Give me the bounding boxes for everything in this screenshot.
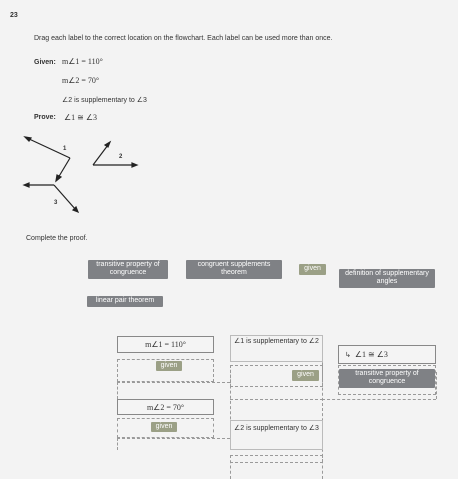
reason-slot-5[interactable] xyxy=(230,455,323,479)
instruction-text: Drag each label to the correct location on the flowchart. Each label can be used more than once. xyxy=(34,35,333,42)
arrowhead xyxy=(24,183,29,187)
label-linear-pair[interactable]: linear pair theorem xyxy=(87,296,163,307)
angle-1-label: 1 xyxy=(63,146,67,152)
statement-m1 xyxy=(117,336,214,353)
angle-2-label: 2 xyxy=(119,154,123,160)
angle-2-ray-a xyxy=(93,145,108,165)
arrowhead xyxy=(25,137,31,141)
reason-given-1[interactable]: given xyxy=(156,361,182,371)
label-definition-supplementary[interactable]: definition of supplementary angles xyxy=(339,269,435,288)
statement-congr13: ∠1 ≅ ∠3 xyxy=(354,350,388,359)
prove-label: Prove: xyxy=(34,114,56,121)
statement-supp12: ∠1 is supplementary to ∠2 xyxy=(234,338,319,345)
statement-m2-text: m∠2 = 70° xyxy=(146,402,185,412)
connector xyxy=(117,438,230,439)
connector xyxy=(117,382,118,399)
given-line-2: m∠2 = 70° xyxy=(62,76,100,85)
reason-slot-1[interactable] xyxy=(117,359,214,382)
label-congruent-supplements[interactable]: congruent supplements theorem xyxy=(186,260,282,279)
reason-transitive[interactable]: transitive property of congruence xyxy=(339,369,435,388)
complete-proof-text: Complete the proof. xyxy=(26,235,88,242)
angle-3-ray-b xyxy=(54,185,76,210)
prove-statement: ∠1 ≅ ∠3 xyxy=(64,113,98,122)
angle-1-ray-b xyxy=(58,158,70,178)
arrowhead xyxy=(132,163,137,167)
reason-given-3[interactable]: given xyxy=(151,422,177,432)
connector xyxy=(436,372,437,399)
connector xyxy=(117,382,230,383)
connector xyxy=(117,438,118,450)
statement-m1-text: m∠1 = 110° xyxy=(145,340,186,349)
given-label: Given: xyxy=(34,59,56,66)
question-number: 23 xyxy=(10,12,18,19)
angle-3-label: 3 xyxy=(54,200,58,206)
reason-slot-2[interactable] xyxy=(230,365,323,387)
statement-slot-supp12[interactable] xyxy=(230,335,323,362)
statement-congr13-slot[interactable] xyxy=(338,345,436,364)
statement-m2 xyxy=(117,399,214,415)
cursor-icon: ↳ xyxy=(345,351,351,359)
reason-slot-3[interactable] xyxy=(338,365,436,395)
given-line-3: ∠2 is supplementary to ∠3 xyxy=(62,97,147,104)
reason-slot-4[interactable] xyxy=(117,418,214,438)
angles-figure xyxy=(20,130,150,220)
statement-slot-supp23[interactable] xyxy=(230,420,323,450)
connector xyxy=(230,399,323,400)
connector xyxy=(322,399,436,400)
given-line-1: m∠1 = 110° xyxy=(62,57,103,66)
statement-supp23: ∠2 is supplementary to ∠3 xyxy=(234,425,319,432)
label-transitive-congruence[interactable]: transitive property of congruence xyxy=(88,260,168,279)
arrowhead xyxy=(56,175,61,181)
reason-given-2[interactable]: given xyxy=(292,370,319,381)
label-given[interactable]: given xyxy=(299,264,326,275)
arrowhead xyxy=(105,142,110,147)
